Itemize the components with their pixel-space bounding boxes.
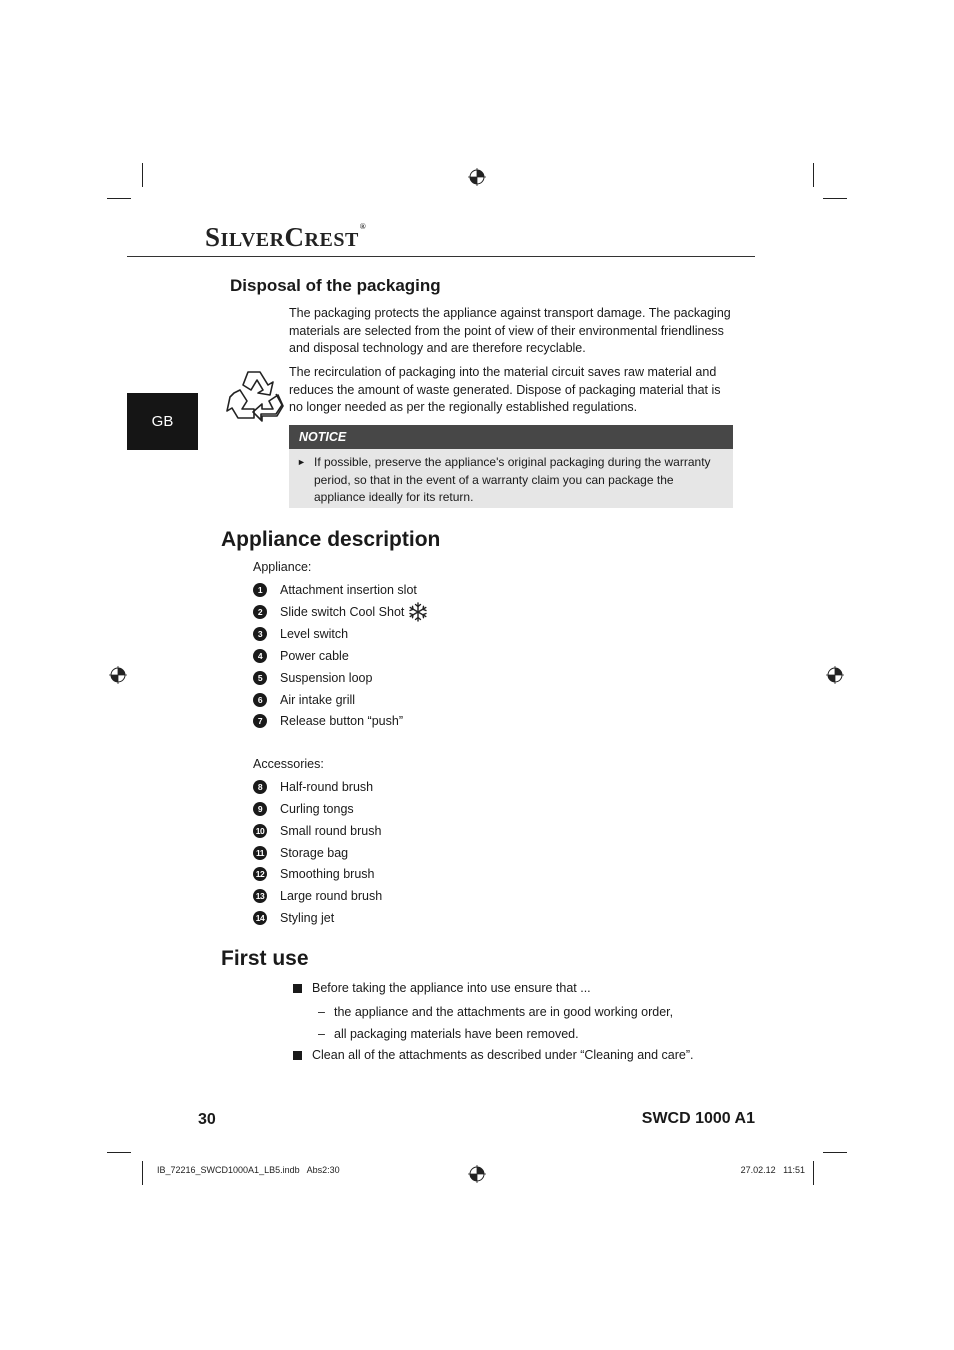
list-item-label: Power cable: [280, 649, 349, 663]
crop-mark: [142, 1161, 143, 1185]
crop-mark: [107, 1152, 131, 1153]
registration-mark-icon: [109, 666, 127, 684]
list-item-label: Level switch: [280, 627, 349, 641]
list-item: [253, 908, 334, 928]
bullet-item: [293, 981, 591, 995]
snowflake-icon: [408, 602, 428, 622]
header-divider: [127, 256, 755, 257]
brand-logo: SILVERCREST®: [205, 222, 367, 252]
list-item: [253, 799, 354, 819]
language-tab: GB: [127, 393, 198, 450]
number-badge: 13: [253, 889, 267, 903]
accessories-label: Accessories:: [253, 757, 324, 771]
packaging-heading: Disposal of the packaging: [230, 276, 441, 295]
number-badge: 8: [253, 780, 267, 794]
page-number: 30: [198, 1111, 216, 1128]
packaging-paragraph-1: The packaging protects the appliance against transport damage. The packaging materials are selected from the point of view of their environmental friendliness and disposal technology and are therefore recyclable.: [289, 306, 731, 355]
list-item-label: Styling jet: [280, 911, 335, 925]
square-bullet-icon: [293, 984, 302, 993]
crop-mark: [823, 198, 847, 199]
number-badge: 9: [253, 802, 267, 816]
list-item: [253, 602, 428, 622]
bullet-text: Clean all of the attachments as described under “Cleaning and care”.: [312, 1048, 694, 1062]
number-badge: 12: [253, 867, 267, 881]
dash-text: all packaging materials have been removed.: [334, 1027, 579, 1041]
list-item: [253, 690, 355, 710]
list-item: [253, 646, 349, 666]
dash-item: [318, 1005, 673, 1019]
notice-text: If possible, preserve the appliance's original packaging during the warranty period, so that in the event of a warranty claim you can package the appliance ideally for its return.: [314, 455, 711, 504]
crop-mark: [813, 1161, 814, 1185]
list-item: [253, 668, 372, 688]
list-item: [253, 843, 348, 863]
crop-mark: [107, 198, 131, 199]
registration-mark-icon: [468, 168, 486, 186]
list-item: [253, 580, 417, 600]
dash-text: the appliance and the attachments are in good working order,: [334, 1005, 674, 1019]
registration-mark-icon: [826, 666, 844, 684]
list-item: [253, 624, 348, 644]
print-file-info: IB_72216_SWCD1000A1_LB5.indb Abs2:30: [157, 1165, 340, 1175]
dash-symbol: –: [318, 1027, 325, 1041]
list-item-label: Smoothing brush: [280, 867, 375, 881]
number-badge: 14: [253, 911, 267, 925]
list-item: [253, 821, 381, 841]
square-bullet-icon: [293, 1051, 302, 1060]
notice-box: [289, 449, 733, 508]
model-number: SWCD 1000 A1: [641, 1110, 755, 1127]
number-badge: 11: [253, 846, 267, 860]
list-item-label: Small round brush: [280, 824, 382, 838]
list-item-label: Suspension loop: [280, 671, 373, 685]
registration-mark-icon: [468, 1165, 486, 1183]
list-item-label: Attachment insertion slot: [280, 583, 417, 597]
list-item-label: Large round brush: [280, 889, 383, 903]
number-badge: 4: [253, 649, 267, 663]
arrow-icon: ►: [297, 457, 306, 467]
crop-mark: [823, 1152, 847, 1153]
dash-symbol: –: [318, 1005, 325, 1019]
notice-header: NOTICE: [289, 425, 733, 449]
list-item: [253, 777, 373, 797]
number-badge: 1: [253, 583, 267, 597]
recycle-icon: [226, 366, 284, 422]
list-item-label: Air intake grill: [280, 693, 356, 707]
appliance-heading: Appliance description: [221, 528, 441, 551]
appliance-label: Appliance:: [253, 560, 312, 574]
number-badge: 2: [253, 605, 267, 619]
number-badge: 5: [253, 671, 267, 685]
print-date-info: 27.02.12 11:51: [740, 1165, 805, 1175]
list-item: [253, 711, 403, 731]
number-badge: 6: [253, 693, 267, 707]
list-item-label: Half-round brush: [280, 780, 374, 794]
bullet-text: Before taking the appliance into use ensure that ...: [312, 981, 591, 995]
dash-item: [318, 1027, 579, 1041]
list-item-label: Release button “push”: [280, 714, 403, 728]
number-badge: 10: [253, 824, 267, 838]
list-item-label: Curling tongs: [280, 802, 354, 816]
list-item-label: Storage bag: [280, 846, 349, 860]
list-item: [253, 864, 375, 884]
list-item-label: Slide switch Cool Shot: [280, 605, 405, 619]
packaging-paragraph-2: The recirculation of packaging into the material circuit saves raw material and reduces the amount of waste generated. Dispose of packaging material that is no longer needed as per the regionally established regulations.: [289, 365, 721, 414]
list-item: [253, 886, 382, 906]
number-badge: 7: [253, 714, 267, 728]
crop-mark: [142, 163, 143, 187]
first-use-heading: First use: [221, 947, 309, 970]
number-badge: 3: [253, 627, 267, 641]
bullet-item: [293, 1048, 693, 1062]
crop-mark: [813, 163, 814, 187]
